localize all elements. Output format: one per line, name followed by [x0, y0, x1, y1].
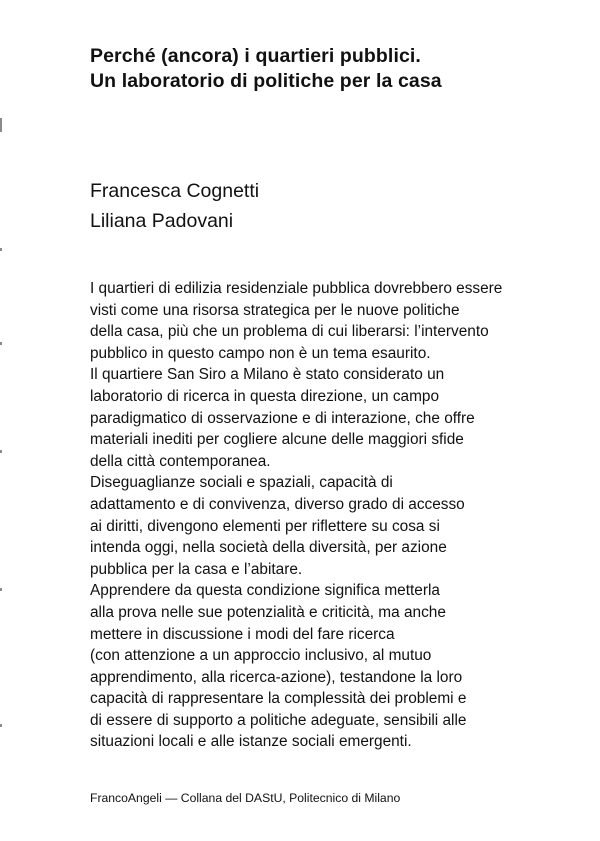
- blurb-line: capacità di rappresentare la complessità dei problemi e: [90, 690, 467, 708]
- blurb-line: adattamento e di convivenza, diverso grado di accesso: [90, 495, 465, 513]
- authors: [90, 176, 570, 236]
- blurb-line: ai diritti, divengono elementi per riflettere su cosa si: [90, 517, 440, 535]
- blurb-line: Apprendere da questa condizione significa metterla: [90, 582, 440, 600]
- blurb-line: laboratorio di ricerca in questa direzione, un campo: [90, 387, 440, 405]
- blurb-line: della casa, più che un problema di cui liberarsi: l’intervento: [90, 323, 489, 341]
- title-line: Perché (ancora) i quartieri pubblici.: [90, 45, 421, 67]
- blurb-line: intenda oggi, nella società della diversità, per azione: [90, 539, 447, 557]
- left-edge-mark: [0, 342, 2, 345]
- publisher-series-line: FrancoAngeli — Collana del DAStU, Politecnico di Milano: [90, 791, 401, 805]
- blurb-line: paradigmatico di osservazione e di interazione, che offre: [90, 409, 475, 427]
- blurb-line: Il quartiere San Siro a Milano è stato considerato un: [90, 366, 445, 384]
- blurb-line: apprendimento, alla ricerca-azione), testandone la loro: [90, 668, 463, 686]
- blurb-line: visti come una risorsa strategica per le nuove politiche: [90, 301, 460, 319]
- blurb-line: situazioni locali e alle istanze sociali emergenti.: [90, 733, 412, 751]
- blurb-text: [90, 278, 570, 753]
- author-name: Francesca Cognetti: [90, 180, 260, 202]
- blurb-line: I quartieri di edilizia residenziale pubblica dovrebbero essere: [90, 280, 503, 297]
- blurb-line: pubblico in questo campo non è un tema esaurito.: [90, 344, 431, 362]
- left-edge-mark: [0, 588, 2, 591]
- left-edge-mark: [0, 248, 2, 251]
- left-edge-mark: [0, 450, 2, 453]
- left-edge-mark: [0, 118, 2, 132]
- left-edge-mark: [0, 724, 2, 727]
- blurb-line: materiali inediti per cogliere alcune delle maggiori sfide: [90, 431, 464, 449]
- subtitle-line: Un laboratorio di politiche per la casa: [90, 70, 442, 92]
- book-title: [90, 44, 570, 94]
- blurb-line: della città contemporanea.: [90, 452, 271, 470]
- blurb-line: (con attenzione a un approccio inclusivo, al mutuo: [90, 647, 432, 665]
- blurb-line: Diseguaglianze sociali e spaziali, capacità di: [90, 474, 393, 492]
- blurb-line: di essere di supporto a politiche adeguate, sensibili alle: [90, 711, 467, 729]
- blurb-line: pubblica per la casa e l’abitare.: [90, 560, 303, 578]
- blurb-line: mettere in discussione i modi del fare ricerca: [90, 625, 395, 643]
- blurb-line: alla prova nelle sue potenzialità e criticità, ma anche: [90, 603, 446, 621]
- author-name: Liliana Padovani: [90, 210, 234, 232]
